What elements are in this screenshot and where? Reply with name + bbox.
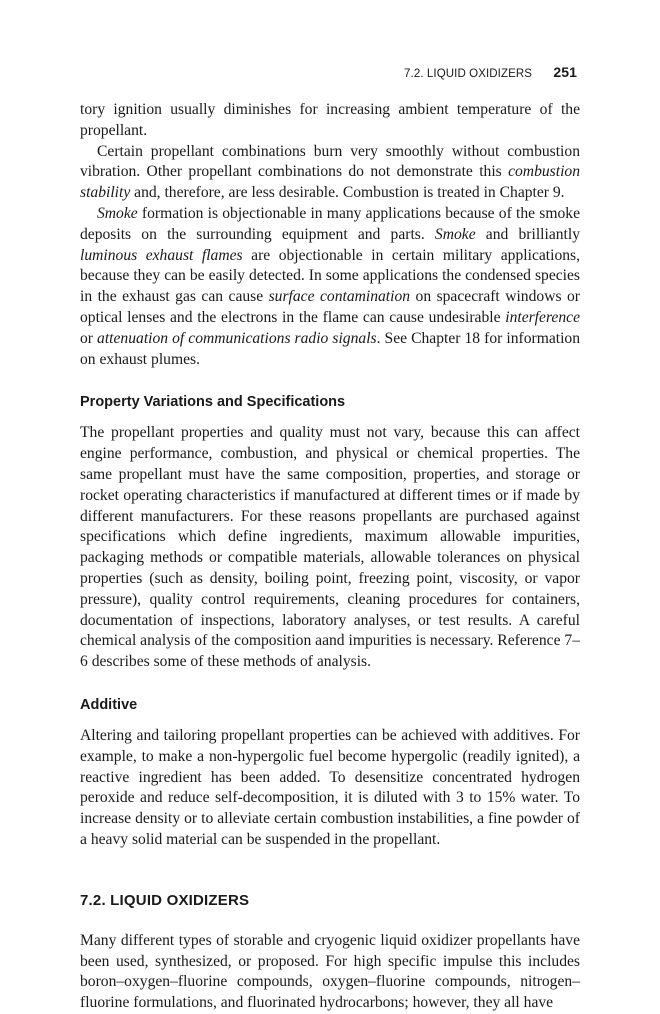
property-variations-paragraph: The propellant properties and quality must not vary, because this can affect engine performance, combustion, and physical or chemical properties. The same propellant must have the same composition, properties, and storage or rocket operating characteristics if manufactured at different times or if made by different manufacturers. For these reasons propellants are purchased against specifications which define ingredients, maximum allowable impurities, packaging methods or compatible materials, allowable tolerances on physical properties (such as density, boiling point, freezing point, viscosity, or vapor pressure), quality control requirements, cleaning procedures for containers, documentation of inspections, laboratory analyses, or test results. A careful chemical analysis of the composition aand impurities is necessary. Reference 7–6 describes some of these methods of analysis. xyxy=(80,424,580,671)
text-run: or xyxy=(80,329,98,347)
page-number: 251 xyxy=(553,64,577,80)
intro-paragraph-3 xyxy=(80,204,580,370)
additive-paragraph: Altering and tailoring propellant properties can be achieved with additives. For example, to make a non-hypergolic fuel become hypergolic (readily ignited), a reactive ingredient has been added. To desensitize concentrated hydrogen peroxide and reduce self-decomposition, it is diluted with 3 to 15% water. To increase density or to alleviate certain combustion instabilities, a fine powder of a heavy solid material can be suspended in the propellant. xyxy=(80,726,580,848)
italic-term: Smoke xyxy=(434,225,476,243)
text-run: are objectionable in certain military applications, because they can be easily detected. In some applications the condensed species in the exhaust gas can cause xyxy=(80,246,581,306)
section-heading-property-variations: Property Variations and Specifications xyxy=(80,394,346,411)
liquid-oxidizers-paragraph: Many different types of storable and cryogenic liquid oxidizer propellants have been used, synthesized, or proposed. For high specific impulse this includes boron–oxygen–fluorine compounds, oxygen–fluorine compounds, nitrogen–fluorine formulations, and fluorinated hydrocarbons; however, they all have xyxy=(80,931,580,1012)
running-title: 7.2. LIQUID OXIDIZERS xyxy=(404,68,533,80)
text-run: formation is objectionable in many applications because of the smoke deposits on the surrounding equipment and parts. xyxy=(80,204,580,243)
text-run: Certain propellant combinations burn very smoothly without combustion vibration. Other propellant combinations do not demonstrate this xyxy=(80,142,580,181)
italic-term: interference xyxy=(505,308,580,326)
intro-paragraph-1: tory ignition usually diminishes for increasing ambient temperature of the propellant. xyxy=(80,101,580,139)
running-header xyxy=(404,64,577,80)
text-run: . See Chapter 18 for information on exhaust plumes. xyxy=(80,329,581,368)
italic-term: Smoke xyxy=(97,204,138,222)
italic-term: combustion stability xyxy=(80,163,580,202)
italic-term: attenuation of communications radio signals xyxy=(97,329,377,347)
italic-term: luminous exhaust flames xyxy=(80,246,243,264)
text-run: and brilliantly xyxy=(475,225,580,243)
section-heading-liquid-oxidizers: 7.2. LIQUID OXIDIZERS xyxy=(80,891,250,909)
section-heading-additive: Additive xyxy=(80,696,138,713)
intro-paragraph-2 xyxy=(80,142,580,204)
page-body xyxy=(80,100,580,1014)
text-run: and, therefore, are less desirable. Combustion is treated in Chapter 9. xyxy=(130,184,565,202)
text-run: on spacecraft windows or optical lenses and the electrons in the flame can cause undesirable xyxy=(80,288,580,326)
italic-term: surface contamination xyxy=(268,288,411,306)
